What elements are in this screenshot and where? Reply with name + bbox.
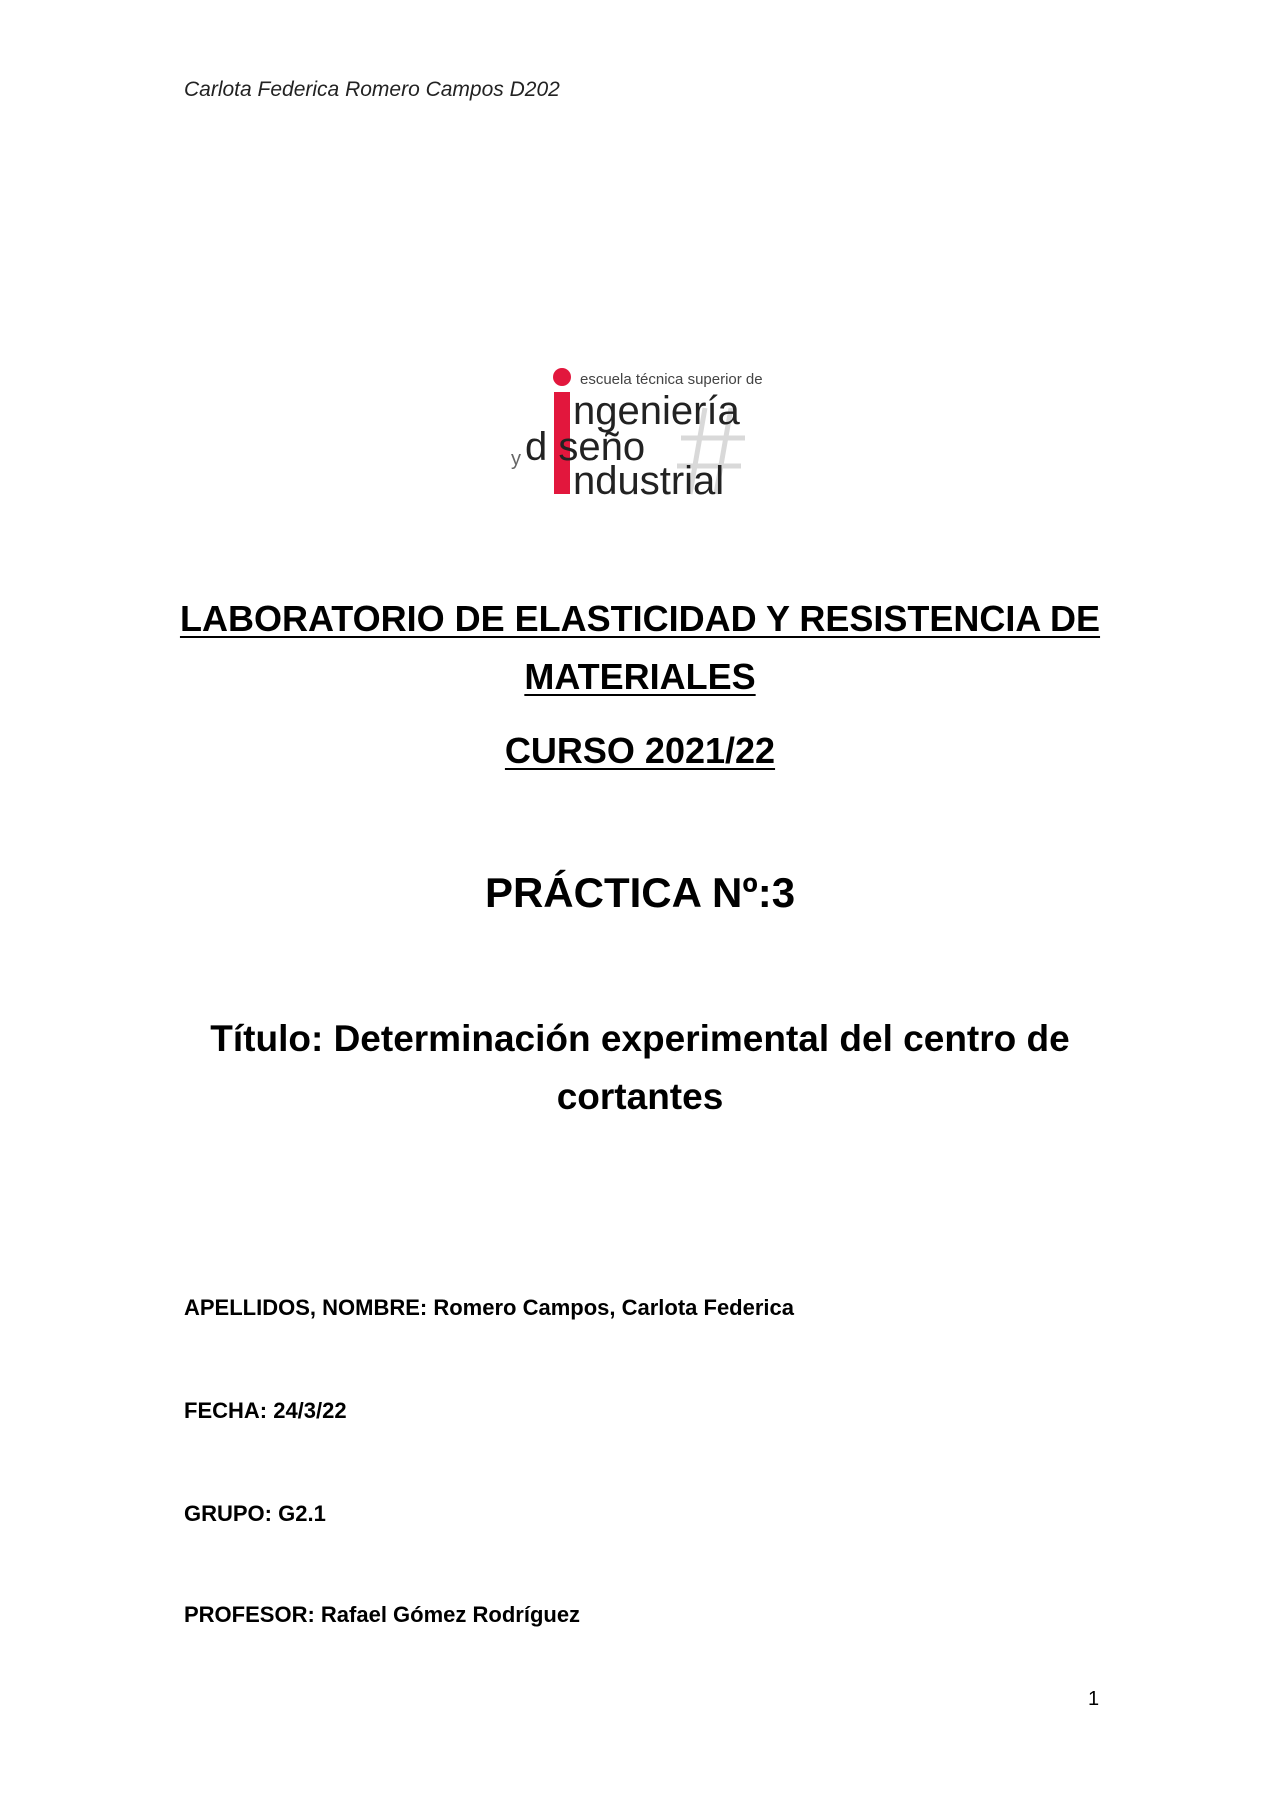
page-number: 1 (1088, 1688, 1100, 1710)
lab-title: LABORATORIO DE ELASTICIDAD Y RESISTENCIA DE MATERIALES (179, 598, 1101, 697)
school-logo (505, 368, 785, 498)
logo-line-ingenieria: ngeniería (573, 389, 740, 433)
course-year: CURSO 2021/22 (504, 730, 776, 771)
group-field: GRUPO: G2.1 (184, 1501, 326, 1526)
practice-number: PRÁCTICA Nº:3 (484, 869, 796, 916)
logo-i-dot (553, 368, 571, 386)
logo-small-text: escuela técnica superior de (580, 371, 763, 388)
practice-title: Título: Determinación experimental del centro de cortantes (210, 1018, 1070, 1117)
date-field: FECHA: 24/3/22 (184, 1398, 347, 1423)
student-name-field: APELLIDOS, NOMBRE: Romero Campos, Carlota Federica (184, 1295, 794, 1320)
professor-field: PROFESOR: Rafael Gómez Rodríguez (184, 1602, 581, 1627)
logo-line-industrial: ndustrial (573, 459, 725, 498)
logo-line-y: y (511, 448, 521, 470)
page-header-author: Carlota Federica Romero Campos D202 (184, 78, 560, 101)
logo-line-diseno: d seño (525, 425, 646, 469)
